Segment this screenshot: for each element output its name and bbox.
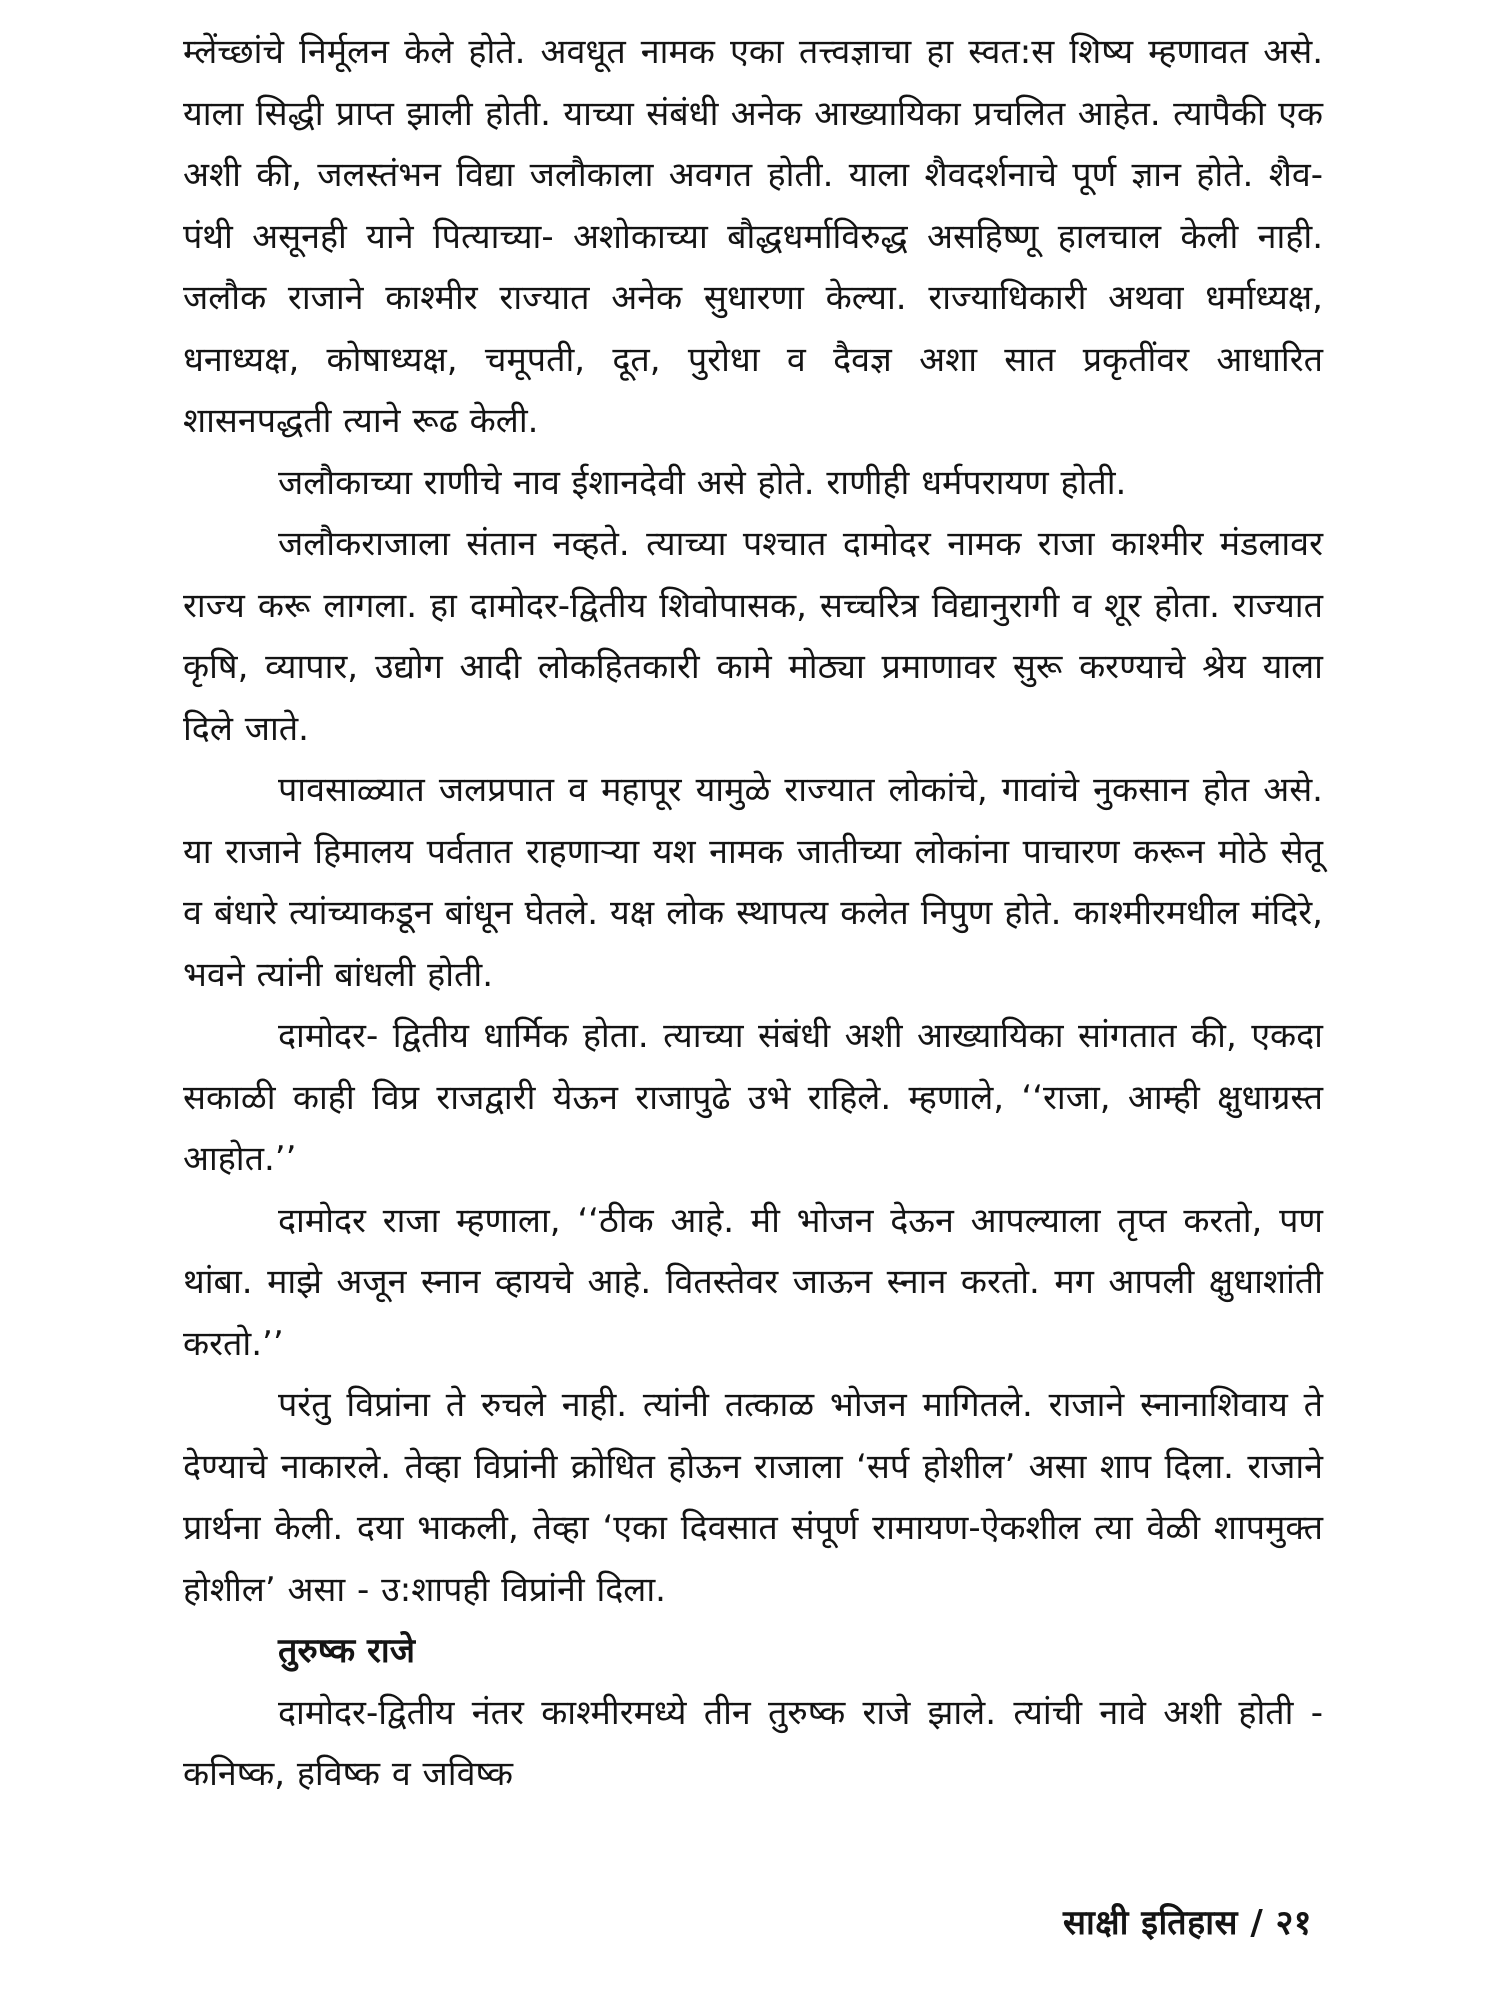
- paragraph-damodar-reign: जलौकराजाला संतान नव्हते. त्याच्या पश्चात दामोदर नामक राजा काश्मीर मंडलावर राज्य करू लागला. हा दामोदर-द्वितीय शिवोपासक, सच्चरित्र विद्यानुरागी व शूर होता. राज्यात कृषि, व्यापार, उद्योग आदी लोकहितकारी कामे मोठ्या प्रमाणावर सुरू करण्याचे श्रेय याला दिले जाते.: [183, 524, 1323, 749]
- paragraph-curse: परंतु विप्रांना ते रुचले नाही. त्यांनी तत्काळ भोजन मागितले. राजाने स्नानाशिवाय ते देण्याचे नाकारले. तेव्हा विप्रांनी क्रोधित होऊन राजाला ‘सर्प होशील’ असा शाप दिला. राजाने प्रार्थना केली. दया भाकली, तेव्हा ‘एका दिवसात संपूर्ण रामायण-ऐकशील त्या वेळी शापमुक्त होशील’ असा - उ:शापही विप्रांनी दिला.: [183, 1385, 1323, 1610]
- paragraph-king-reply: दामोदर राजा म्हणाला, ‘‘ठीक आहे. मी भोजन देऊन आपल्याला तृप्त करतो, पण थांबा. माझे अजून स्नान व्हायचे आहे. वितस्तेवर जाऊन स्नान करतो. मग आपली क्षुधाशांती करतो.’’: [183, 1200, 1323, 1364]
- page-footer: [1063, 1898, 1312, 1948]
- footer-page-number: २१: [1275, 1903, 1312, 1943]
- footer-separator: /: [1250, 1903, 1264, 1943]
- paragraph-legend: दामोदर- द्वितीय धार्मिक होता. त्याच्या संबंधी अशी आख्यायिका सांगतात की, एकदा सकाळी काही विप्र राजद्वारी येऊन राजापुढे उभे राहिले. म्हणाले, ‘‘राजा, आम्ही क्षुधाग्रस्त आहोत.’’: [183, 1016, 1323, 1179]
- paragraph-turushka-kings: दामोदर-द्वितीय नंतर काश्मीरमध्ये तीन तुरुष्क राजे झाले. त्यांची नावे अशी होती - कनिष्क, हविष्क व जविष्क: [183, 1692, 1323, 1794]
- paragraph-queen: जलौकाच्या राणीचे नाव ईशानदेवी असे होते. राणीही धर्मपरायण होती.: [278, 462, 1127, 503]
- footer-book-title: साक्षी इतिहास: [1062, 1903, 1239, 1943]
- body-text: [183, 22, 1323, 1806]
- paragraph-continuation: म्लेंच्छांचे निर्मूलन केले होते. अवधूत नामक एका तत्त्वज्ञाचा हा स्वत:स शिष्य म्हणावत असे. याला सिद्धी प्राप्त झाली होती. याच्या संबंधी अनेक आख्यायिका प्रचलित आहेत. त्यापैकी एक अशी की, जलस्तंभन विद्या जलौकाला अवगत होती. याला शैवदर्शनाचे पूर्ण ज्ञान होते. शैव-पंथी असूनही याने पित्याच्या- अशोकाच्या बौद्धधर्माविरुद्ध असहिष्णू हालचाल केली नाही. जलौक राजाने काश्मीर राज्यात अनेक सुधारणा केल्या. राज्याधिकारी अथवा धर्माध्यक्ष, धनाध्यक्ष, कोषाध्यक्ष, चमूपती, दूत, पुरोधा व दैवज्ञ अशा सात प्रकृतींवर आधारित शासनपद्धती त्याने रूढ केली.: [183, 32, 1323, 441]
- paragraph-yaksha-builders: पावसाळ्यात जलप्रपात व महापूर यामुळे राज्यात लोकांचे, गावांचे नुकसान होत असे. या राजाने हिमालय पर्वतात राहणाऱ्या यश नामक जातीच्या लोकांना पाचारण करून मोठे सेतू व बंधारे त्यांच्याकडून बांधून घेतले. यक्ष लोक स्थापत्य कलेत निपुण होते. काश्मीरमधील मंदिरे, भवने त्यांनी बांधली होती.: [183, 770, 1323, 995]
- section-heading: तुरुष्क राजे: [278, 1631, 415, 1671]
